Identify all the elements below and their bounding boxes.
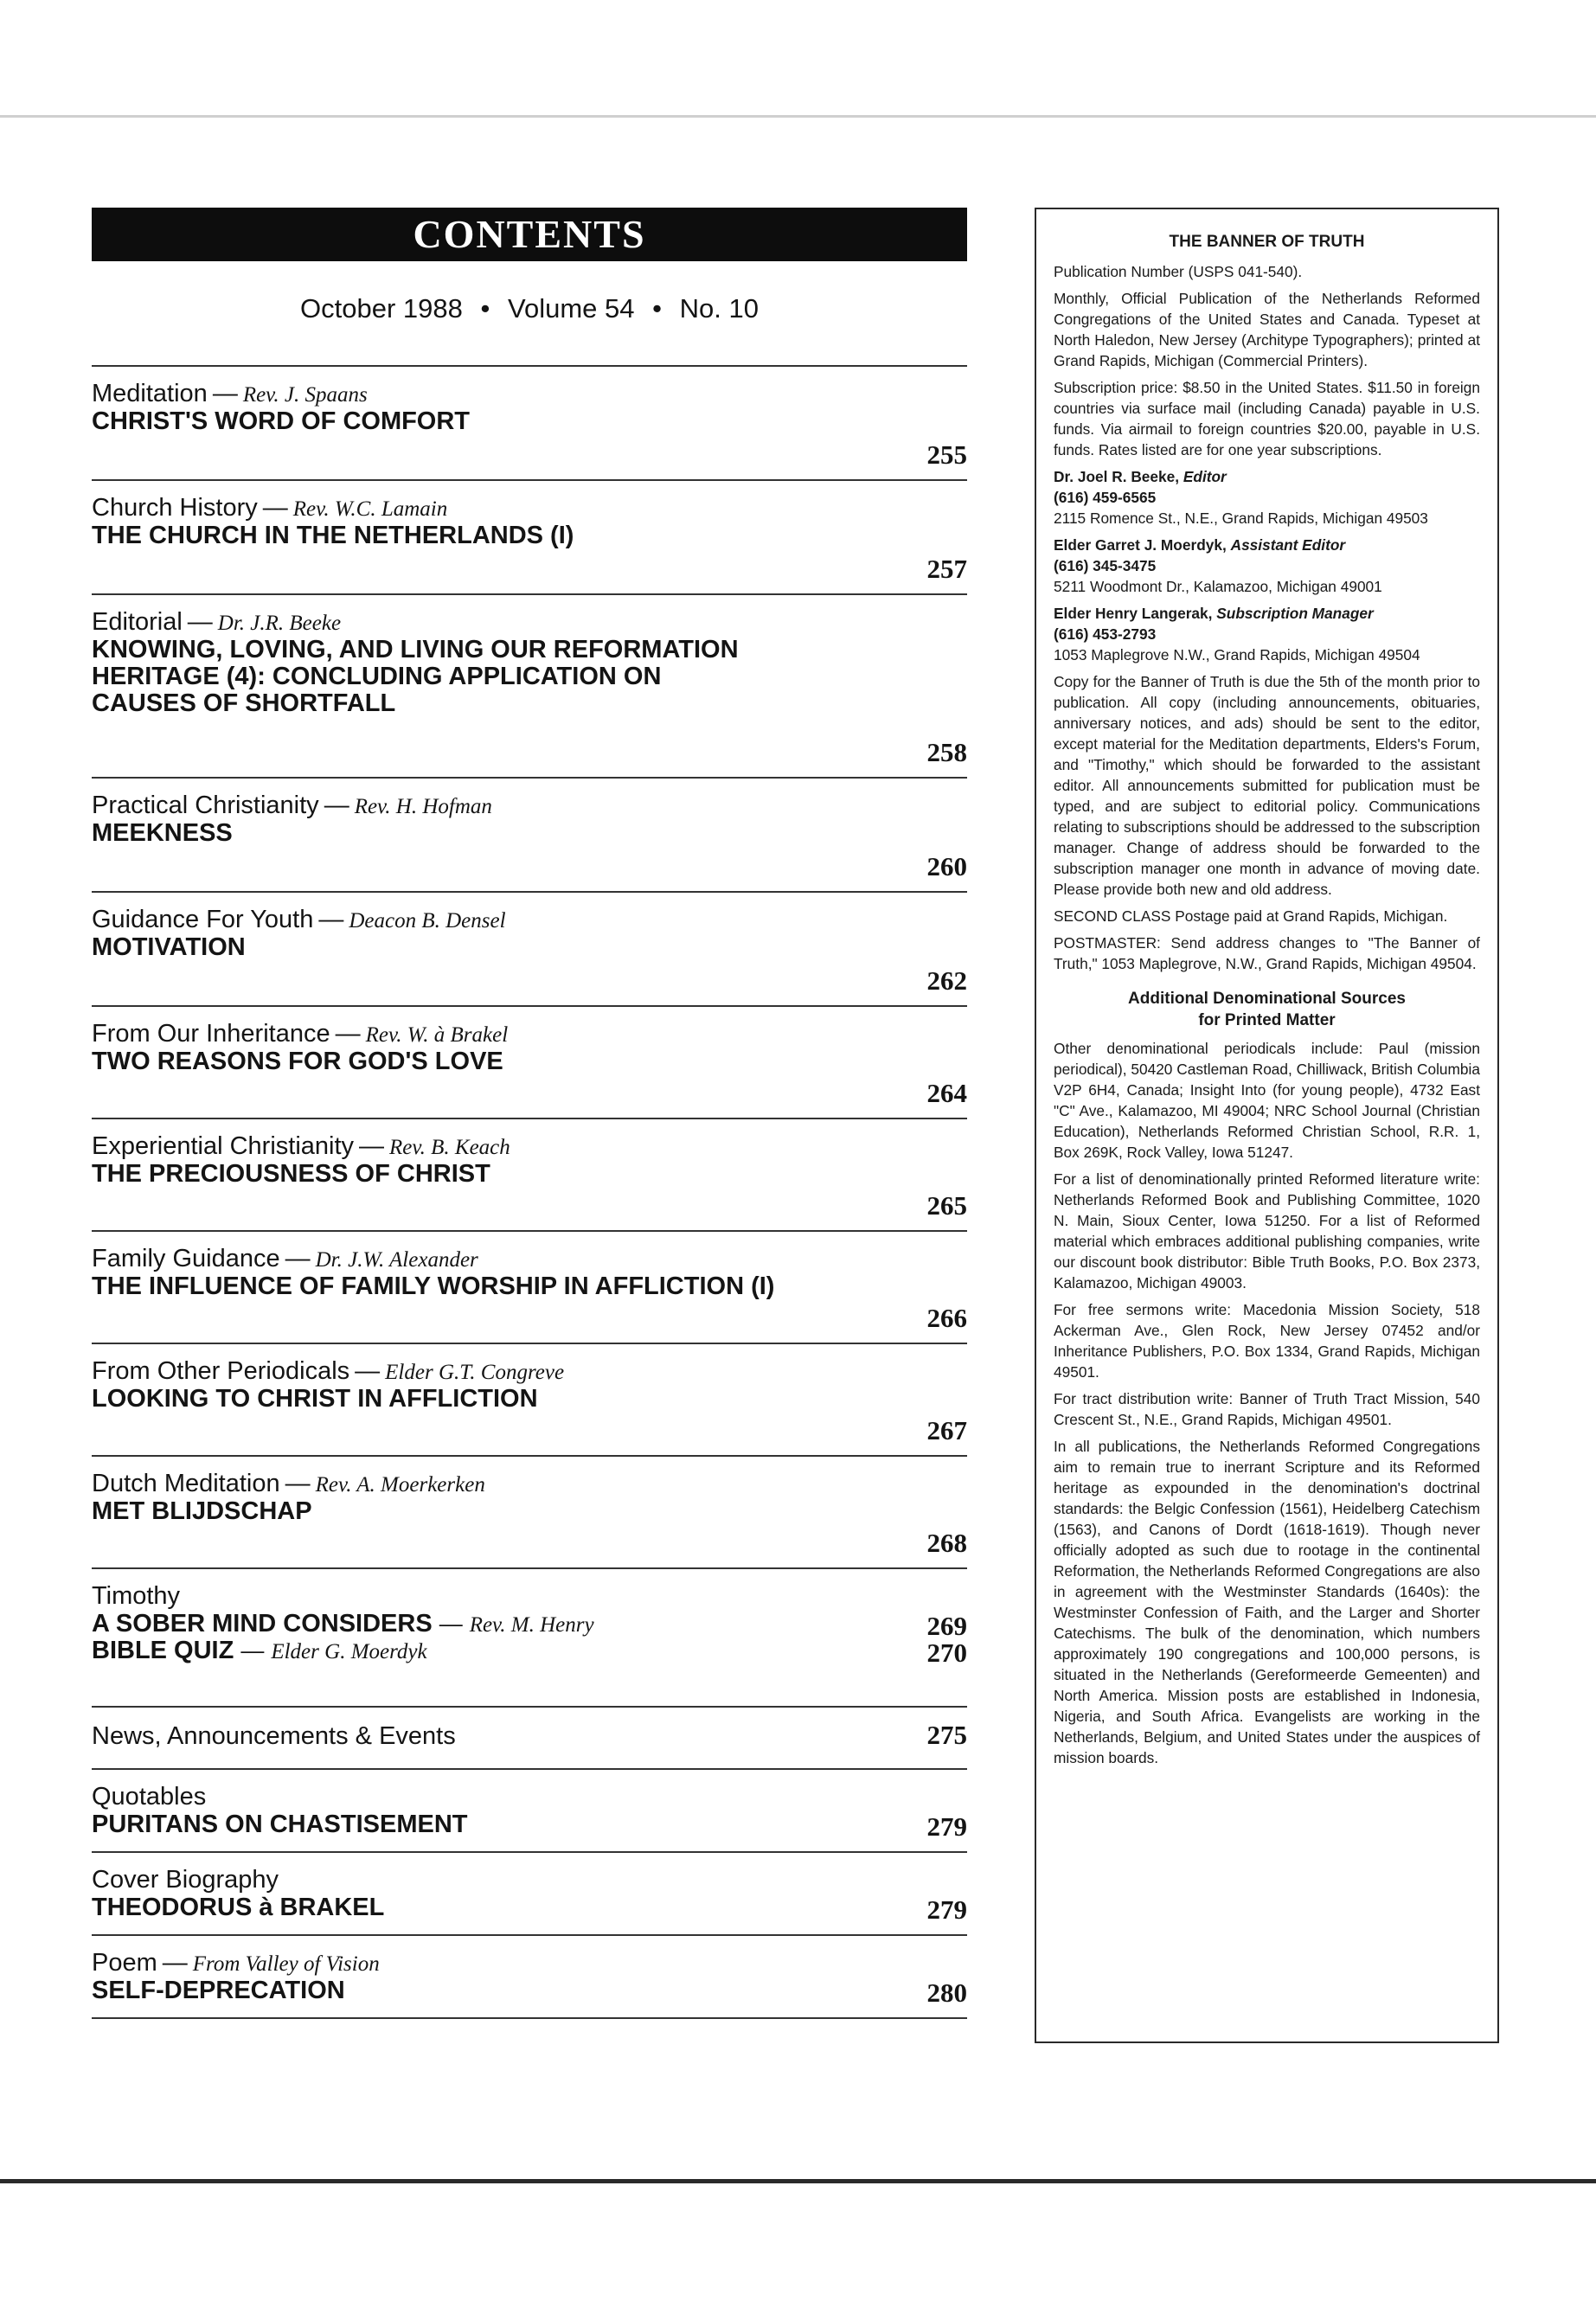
dash-separator: —	[240, 1638, 265, 1663]
department-line	[92, 1948, 967, 1977]
article-title: BIBLE QUIZ	[92, 1637, 234, 1664]
toc-entry	[92, 1343, 967, 1455]
page-number: 279	[926, 1811, 967, 1842]
article-title: CAUSES OF SHORTFALL	[92, 689, 396, 717]
toc-entry	[92, 1455, 967, 1567]
dash-separator: —	[359, 1132, 385, 1160]
issue-month: October 1988	[300, 293, 463, 324]
article-title: HERITAGE (4): CONCLUDING APPLICATION ON	[92, 663, 662, 690]
page-number: 265	[926, 1190, 967, 1221]
staff-phone: (616) 345-3475	[1054, 557, 1157, 574]
toc-entry	[92, 1706, 967, 1768]
department-name: From Other Periodicals	[92, 1357, 350, 1385]
masthead-title: THE BANNER OF TRUTH	[1169, 233, 1365, 251]
article-title: THEODORUS à BRAKEL	[92, 1894, 385, 1921]
author-name: Rev. J. Spaans	[242, 383, 368, 407]
department-line	[92, 1019, 967, 1048]
department-line	[92, 791, 967, 820]
other-periodicals: Other denominational periodicals include: Paul (mission periodical), 50420 Castleman Road, Chilliwack, British Columbia V2P 6H4, Canada; Insight Into (for young people), 4732 East "C" Ave., Kalamazoo, MI 49004; NRC School Journal (Christian Education), Netherlands Reformed Christian School, R.R. 1, Box 269K, Rock Valley, Iowa 51247.	[1054, 1040, 1480, 1161]
issue-number: No. 10	[679, 293, 759, 324]
staff-address: 2115 Romence St., N.E., Grand Rapids, Michigan 49503	[1054, 510, 1428, 527]
department-name: Editorial	[92, 608, 183, 636]
page-number: 266	[926, 1303, 967, 1333]
department-name: Family Guidance	[92, 1245, 280, 1272]
dash-separator: —	[324, 792, 349, 819]
separator-dot: •	[652, 293, 662, 324]
department-line	[92, 1865, 967, 1894]
bottom-rule	[92, 2017, 967, 2019]
toc-entry	[92, 365, 967, 479]
author-name: Rev. A. Moerkerken	[315, 1473, 485, 1497]
page-number: 279	[926, 1894, 967, 1925]
toc-list	[92, 365, 967, 2019]
staff-name-line	[1054, 466, 1480, 487]
department-name: Cover Biography	[92, 1866, 279, 1894]
page-number: 280	[926, 1977, 967, 2008]
author-name: Elder G. Moerdyk	[271, 1640, 427, 1663]
toc-entry	[92, 1768, 967, 1851]
staff-role: Assistant Editor	[1230, 536, 1346, 554]
article-title: A SOBER MIND CONSIDERS	[92, 1610, 433, 1638]
toc-entry	[92, 1118, 967, 1230]
department-name: Experiential Christianity	[92, 1132, 355, 1160]
dash-separator: —	[162, 1949, 188, 1977]
scan-edge-bottom	[0, 2179, 1596, 2183]
timothy-item	[92, 1610, 967, 1641]
tracts-info: For tract distribution write: Banner of Truth Tract Mission, 540 Crescent St., N.E., Grand Rapids, Michigan 49501.	[1054, 1390, 1480, 1428]
article-title: PURITANS ON CHASTISEMENT	[92, 1811, 468, 1838]
postage-notice: SECOND CLASS Postage paid at Grand Rapids, Michigan.	[1054, 907, 1448, 925]
doctrinal-statement: In all publications, the Netherlands Reformed Congregations aim to remain true to inerrant Scripture and its Reformed heritage as expounded in the denomination's doctrinal standards: the Belgic Confession (1561), Heidelberg Catechism (1563), and Canons of Dordt (1618-1619). Though never officially adopted as such due to rootage in the continental Reformation, the Netherlands Reformed Congregations are also in agreement with the Westminster Standards (1640s): the Westminster Confession of Faith, and the Larger and Shorter Catechisms. The bulk of the denomination, which numbers approximately 190 congregations and 100,000 persons, is situated in the Netherlands (Gereformeerde Gemeenten) and North America. Mission posts are established in Indonesia, Nigeria, and South Africa. Evangelists are working in the Netherlands, Belgium, and United States under the auspices of mission boards.	[1054, 1438, 1480, 1766]
author-name: Elder G.T. Congreve	[385, 1361, 565, 1384]
staff-role: Editor	[1183, 468, 1227, 485]
dash-separator: —	[439, 1611, 463, 1637]
dash-separator: —	[335, 1020, 361, 1048]
department-line	[92, 607, 967, 637]
article-title: KNOWING, LOVING, AND LIVING OUR REFORMATION	[92, 636, 739, 663]
toc-entry	[92, 891, 967, 1005]
article-title: THE PRECIOUSNESS OF CHRIST	[92, 1160, 490, 1188]
page-number: 257	[926, 554, 967, 584]
toc-entry	[92, 1567, 967, 1706]
toc-entry	[92, 593, 967, 777]
toc-entry	[92, 777, 967, 891]
article-title: LOOKING TO CHRIST IN AFFLICTION	[92, 1385, 538, 1413]
postmaster-notice: POSTMASTER: Send address changes to "The Banner of Truth," 1053 Maplegrove, N.W., Grand Rapids, Michigan 49504.	[1054, 934, 1480, 972]
staff-list	[1054, 466, 1480, 665]
page-number: 267	[926, 1415, 967, 1445]
subscription-price: Subscription price: $8.50 in the United States. $11.50 in foreign countries via surface mail (including Canada) payable in U.S. funds. Via airmail to foreign countries $20.00, payable in U.S. funds. Rates listed are for one year subscriptions.	[1054, 379, 1480, 458]
author-name: Rev. H. Hofman	[354, 795, 492, 818]
toc-entry	[92, 1934, 967, 2017]
article-title: CHRIST'S WORD OF COMFORT	[92, 407, 471, 435]
department-name: Dutch Meditation	[92, 1470, 280, 1497]
author-name: Rev. B. Keach	[389, 1136, 510, 1159]
author-name: Rev. M. Henry	[469, 1613, 594, 1637]
page-number: 270	[926, 1638, 967, 1668]
author-name: Dr. J.W. Alexander	[315, 1248, 478, 1272]
article-title: TWO REASONS FOR GOD'S LOVE	[92, 1048, 503, 1075]
department-name: Church History	[92, 494, 258, 522]
dash-separator: —	[355, 1357, 381, 1385]
staff-member	[1054, 603, 1480, 665]
staff-phone: (616) 459-6565	[1054, 489, 1157, 506]
department-line	[92, 1131, 967, 1161]
scan-edge-top	[0, 115, 1596, 118]
author-name: Rev. W.C. Lamain	[292, 497, 448, 521]
department-name: News, Announcements & Events	[92, 1722, 456, 1750]
toc-entry	[92, 479, 967, 593]
dash-separator: —	[262, 494, 288, 522]
contents-banner: CONTENTS	[92, 208, 967, 261]
toc-entry	[92, 1005, 967, 1118]
article-title: MEEKNESS	[92, 819, 233, 847]
department-line	[92, 1469, 967, 1498]
department-name: From Our Inheritance	[92, 1020, 330, 1048]
department-name: Guidance For Youth	[92, 906, 314, 933]
staff-name-line	[1054, 535, 1480, 555]
staff-name: Elder Henry Langerak,	[1054, 605, 1213, 622]
toc-entry	[92, 1230, 967, 1343]
dash-separator: —	[187, 608, 213, 636]
issue-line	[92, 292, 967, 326]
article-title: THE INFLUENCE OF FAMILY WORSHIP IN AFFLICTION (I)	[92, 1272, 775, 1300]
staff-member	[1054, 535, 1480, 597]
page-number: 269	[926, 1611, 967, 1641]
page-number: 268	[926, 1528, 967, 1558]
page-number: 275	[926, 1720, 967, 1750]
sources-heading	[1054, 988, 1480, 1031]
sources-heading-line: Additional Denominational Sources	[1128, 990, 1406, 1008]
staff-address: 1053 Maplegrove N.W., Grand Rapids, Michigan 49504	[1054, 646, 1420, 663]
dash-separator: —	[285, 1245, 311, 1272]
department-name: Quotables	[92, 1783, 207, 1811]
dash-separator: —	[212, 380, 238, 407]
department-line	[92, 905, 967, 934]
article-title: SELF-DEPRECATION	[92, 1977, 345, 2004]
department-line	[92, 1782, 967, 1811]
dash-separator: —	[285, 1470, 311, 1497]
staff-name-line	[1054, 603, 1480, 624]
author-name: From Valley of Vision	[192, 1952, 380, 1976]
staff-name: Elder Garret J. Moerdyk,	[1054, 536, 1227, 554]
dash-separator: —	[318, 906, 344, 933]
department-line	[92, 1721, 967, 1751]
timothy-item	[92, 1637, 967, 1668]
page-number: 262	[926, 965, 967, 996]
author-name: Deacon B. Densel	[349, 909, 506, 933]
department-line	[92, 1356, 967, 1386]
monthly-info: Monthly, Official Publication of the Netherlands Reformed Congregations of the United States and Canada. Typeset at North Haledon, New Jersey (Architype Typographers); printed at Grand Rapids, Michigan (Commercial Printers).	[1054, 290, 1480, 369]
staff-phone: (616) 453-2793	[1054, 625, 1157, 643]
department-line	[92, 1581, 967, 1611]
article-title: THE CHURCH IN THE NETHERLANDS (I)	[92, 522, 574, 549]
page-number: 258	[926, 737, 967, 767]
sources-heading-line: for Printed Matter	[1198, 1011, 1336, 1029]
publication-number: Publication Number (USPS 041-540).	[1054, 263, 1303, 280]
page-number: 264	[926, 1078, 967, 1108]
department-name: Meditation	[92, 380, 208, 407]
department-name: Practical Christianity	[92, 792, 319, 819]
sermons-info: For free sermons write: Macedonia Mission Society, 518 Ackerman Ave., Glen Rock, New Jersey 07452 and/or Inheritance Publishers, P.O. Box 1334, Grand Rapids, Michigan 49501.	[1054, 1301, 1480, 1381]
author-name: Dr. J.R. Beeke	[217, 612, 342, 635]
staff-member	[1054, 466, 1480, 529]
toc-entry	[92, 1851, 967, 1934]
department-line	[92, 379, 967, 408]
page-number: 255	[926, 439, 967, 470]
table-of-contents	[92, 208, 967, 2019]
staff-role: Subscription Manager	[1216, 605, 1374, 622]
masthead-sidebar	[1035, 208, 1499, 2043]
department-line	[92, 493, 967, 522]
staff-name: Dr. Joel R. Beeke,	[1054, 468, 1180, 485]
author-name: Rev. W. à Brakel	[365, 1023, 509, 1047]
staff-address: 5211 Woodmont Dr., Kalamazoo, Michigan 49001	[1054, 578, 1382, 595]
article-title: MET BLIJDSCHAP	[92, 1497, 312, 1525]
separator-dot: •	[480, 293, 490, 324]
article-title: MOTIVATION	[92, 933, 246, 961]
literature-info: For a list of denominationally printed Reformed literature write: Netherlands Reformed Book and Publishing Committee, 1020 N. Main, Sioux Center, Iowa 51250. For a list of Reformed material which embraces additional publishing companies, write our discount book distributor: Bible Truth Books, P.O. Box 2373, Kalamazoo, Michigan 49003.	[1054, 1170, 1480, 1292]
department-line	[92, 1244, 967, 1273]
department-name: Poem	[92, 1949, 157, 1977]
issue-volume: Volume 54	[508, 293, 635, 324]
page-number: 260	[926, 851, 967, 881]
department-name: Timothy	[92, 1582, 181, 1610]
copy-deadline: Copy for the Banner of Truth is due the 5th of the month prior to publication. All copy (including announcements, obituaries, anniversary notices, and ads) should be sent to the editor, except material for the Meditation departments, Elders's Forum, and "Timothy," which should be forwarded to the assistant editor. All announcements submitted for publication must be typed, and are subject to editorial policy. Communications relating to subscriptions should be addressed to the subscription manager. Change of address should be forwarded to the subscription manager one month in advance of moving date. Please provide both new and old address.	[1054, 673, 1480, 898]
